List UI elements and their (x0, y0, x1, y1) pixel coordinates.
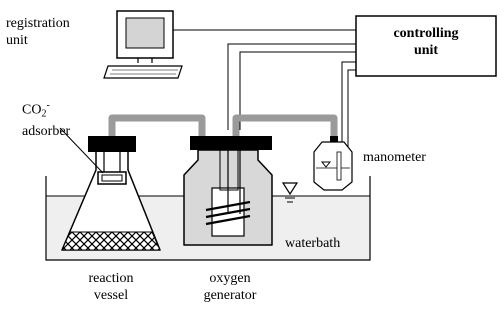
co2-adsorber-label (22, 97, 70, 140)
manometer-label: manometer (363, 150, 426, 165)
oxygen-generator-label-line2: generator (203, 288, 257, 303)
co2-subscript: 2 (41, 108, 47, 120)
computer-icon (104, 11, 182, 78)
co2-adsorber-label-line1 (22, 97, 70, 123)
reaction-vessel-label-line1: reaction (88, 271, 134, 286)
controlling-unit-label-line1: controlling (393, 26, 459, 41)
oxygen-generator-cap (190, 136, 272, 150)
reaction-vessel-stopper (88, 136, 136, 152)
controlling-unit-label (356, 25, 496, 59)
reaction-vessel-label (66, 270, 156, 304)
registration-unit-label-line2: unit (6, 33, 28, 48)
reaction-vessel (60, 128, 160, 250)
registration-unit-label-line1: registration (6, 16, 70, 31)
controlling-unit-label-line2: unit (413, 43, 439, 58)
gas-tubing (112, 118, 334, 138)
registration-unit-label (6, 15, 70, 49)
reaction-vessel-label-line2: vessel (93, 288, 129, 303)
manometer (314, 136, 352, 190)
oxygen-generator-label-line1: oxygen (209, 271, 251, 286)
co2-superscript: - (46, 100, 50, 111)
waterbath-label: waterbath (285, 236, 341, 251)
co2-adsorber-label-line2: adsorber (22, 123, 71, 139)
oxygen-generator (184, 136, 272, 245)
oxygen-generator-label (183, 270, 277, 304)
co2-text: CO (22, 102, 42, 118)
